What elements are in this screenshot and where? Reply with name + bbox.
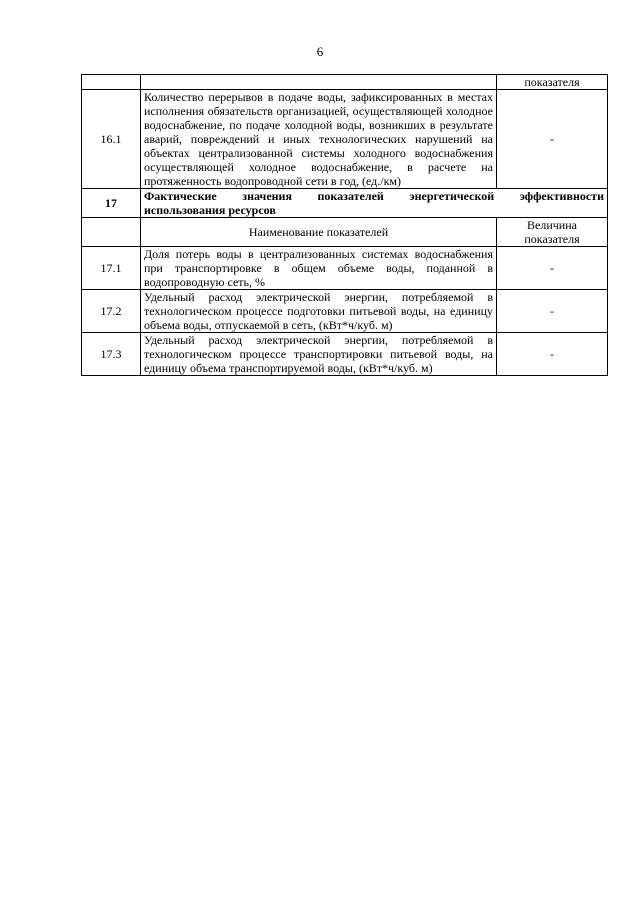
name-column-header: Наименование показателей — [141, 218, 497, 247]
indicator-name: Количество перерывов в подаче воды, зафиксированных в местах исполнения обязательств организацией, осуществляющей холодное водоснабжение, по подаче холодной воды, возникших в результате аварий, повреждений и иных технологических нарушений на объектах централизованной системы холодного водоснабжения осуществляющей холодное водоснабжение, в расчете на протяженность водопроводной сети в год, (ед./км) — [141, 90, 497, 189]
indicator-value: - — [497, 247, 608, 290]
cell-empty-num — [82, 218, 141, 247]
row-number: 17.3 — [82, 333, 141, 376]
value-header-cell: показателя — [497, 75, 608, 90]
section-title-line2: использования ресурсов — [144, 203, 276, 217]
page-number: 6 — [316, 44, 324, 59]
row-number: 17.1 — [82, 247, 141, 290]
row-number: 16.1 — [82, 90, 141, 189]
row-number: 17.2 — [82, 290, 141, 333]
indicator-value: - — [497, 290, 608, 333]
value-column-header: Величина показателя — [497, 218, 608, 247]
section-number: 17 — [82, 189, 141, 218]
column-header-row — [82, 218, 608, 247]
table-row-17-1 — [82, 247, 608, 290]
section-title — [141, 189, 608, 218]
table-row-16-1 — [82, 90, 608, 189]
indicator-name: Доля потерь воды в централизованных системах водоснабжения при транспортировке в общем объеме воды, поданной в водопроводную сеть, % — [141, 247, 497, 290]
indicator-name: Удельный расход электрической энергии, потребляемой в технологическом процессе подготовки питьевой воды, на единицу объема воды, отпускаемой в сеть, (кВт*ч/куб. м) — [141, 290, 497, 333]
section-title-line1: Фактические значения показателей энергетической эффективности — [144, 189, 604, 203]
cell-empty-name — [141, 75, 497, 90]
indicator-value: - — [497, 333, 608, 376]
indicator-value: - — [497, 90, 608, 189]
table-row-17-3 — [82, 333, 608, 376]
table-row-continuation-header — [82, 75, 608, 90]
cell-empty-num — [82, 75, 141, 90]
section-row-17 — [82, 189, 608, 218]
indicators-table — [81, 74, 608, 376]
table-row-17-2 — [82, 290, 608, 333]
indicator-name: Удельный расход электрической энергии, потребляемой в технологическом процессе транспортировки питьевой воды, на единицу объема транспортируемой воды, (кВт*ч/куб. м) — [141, 333, 497, 376]
